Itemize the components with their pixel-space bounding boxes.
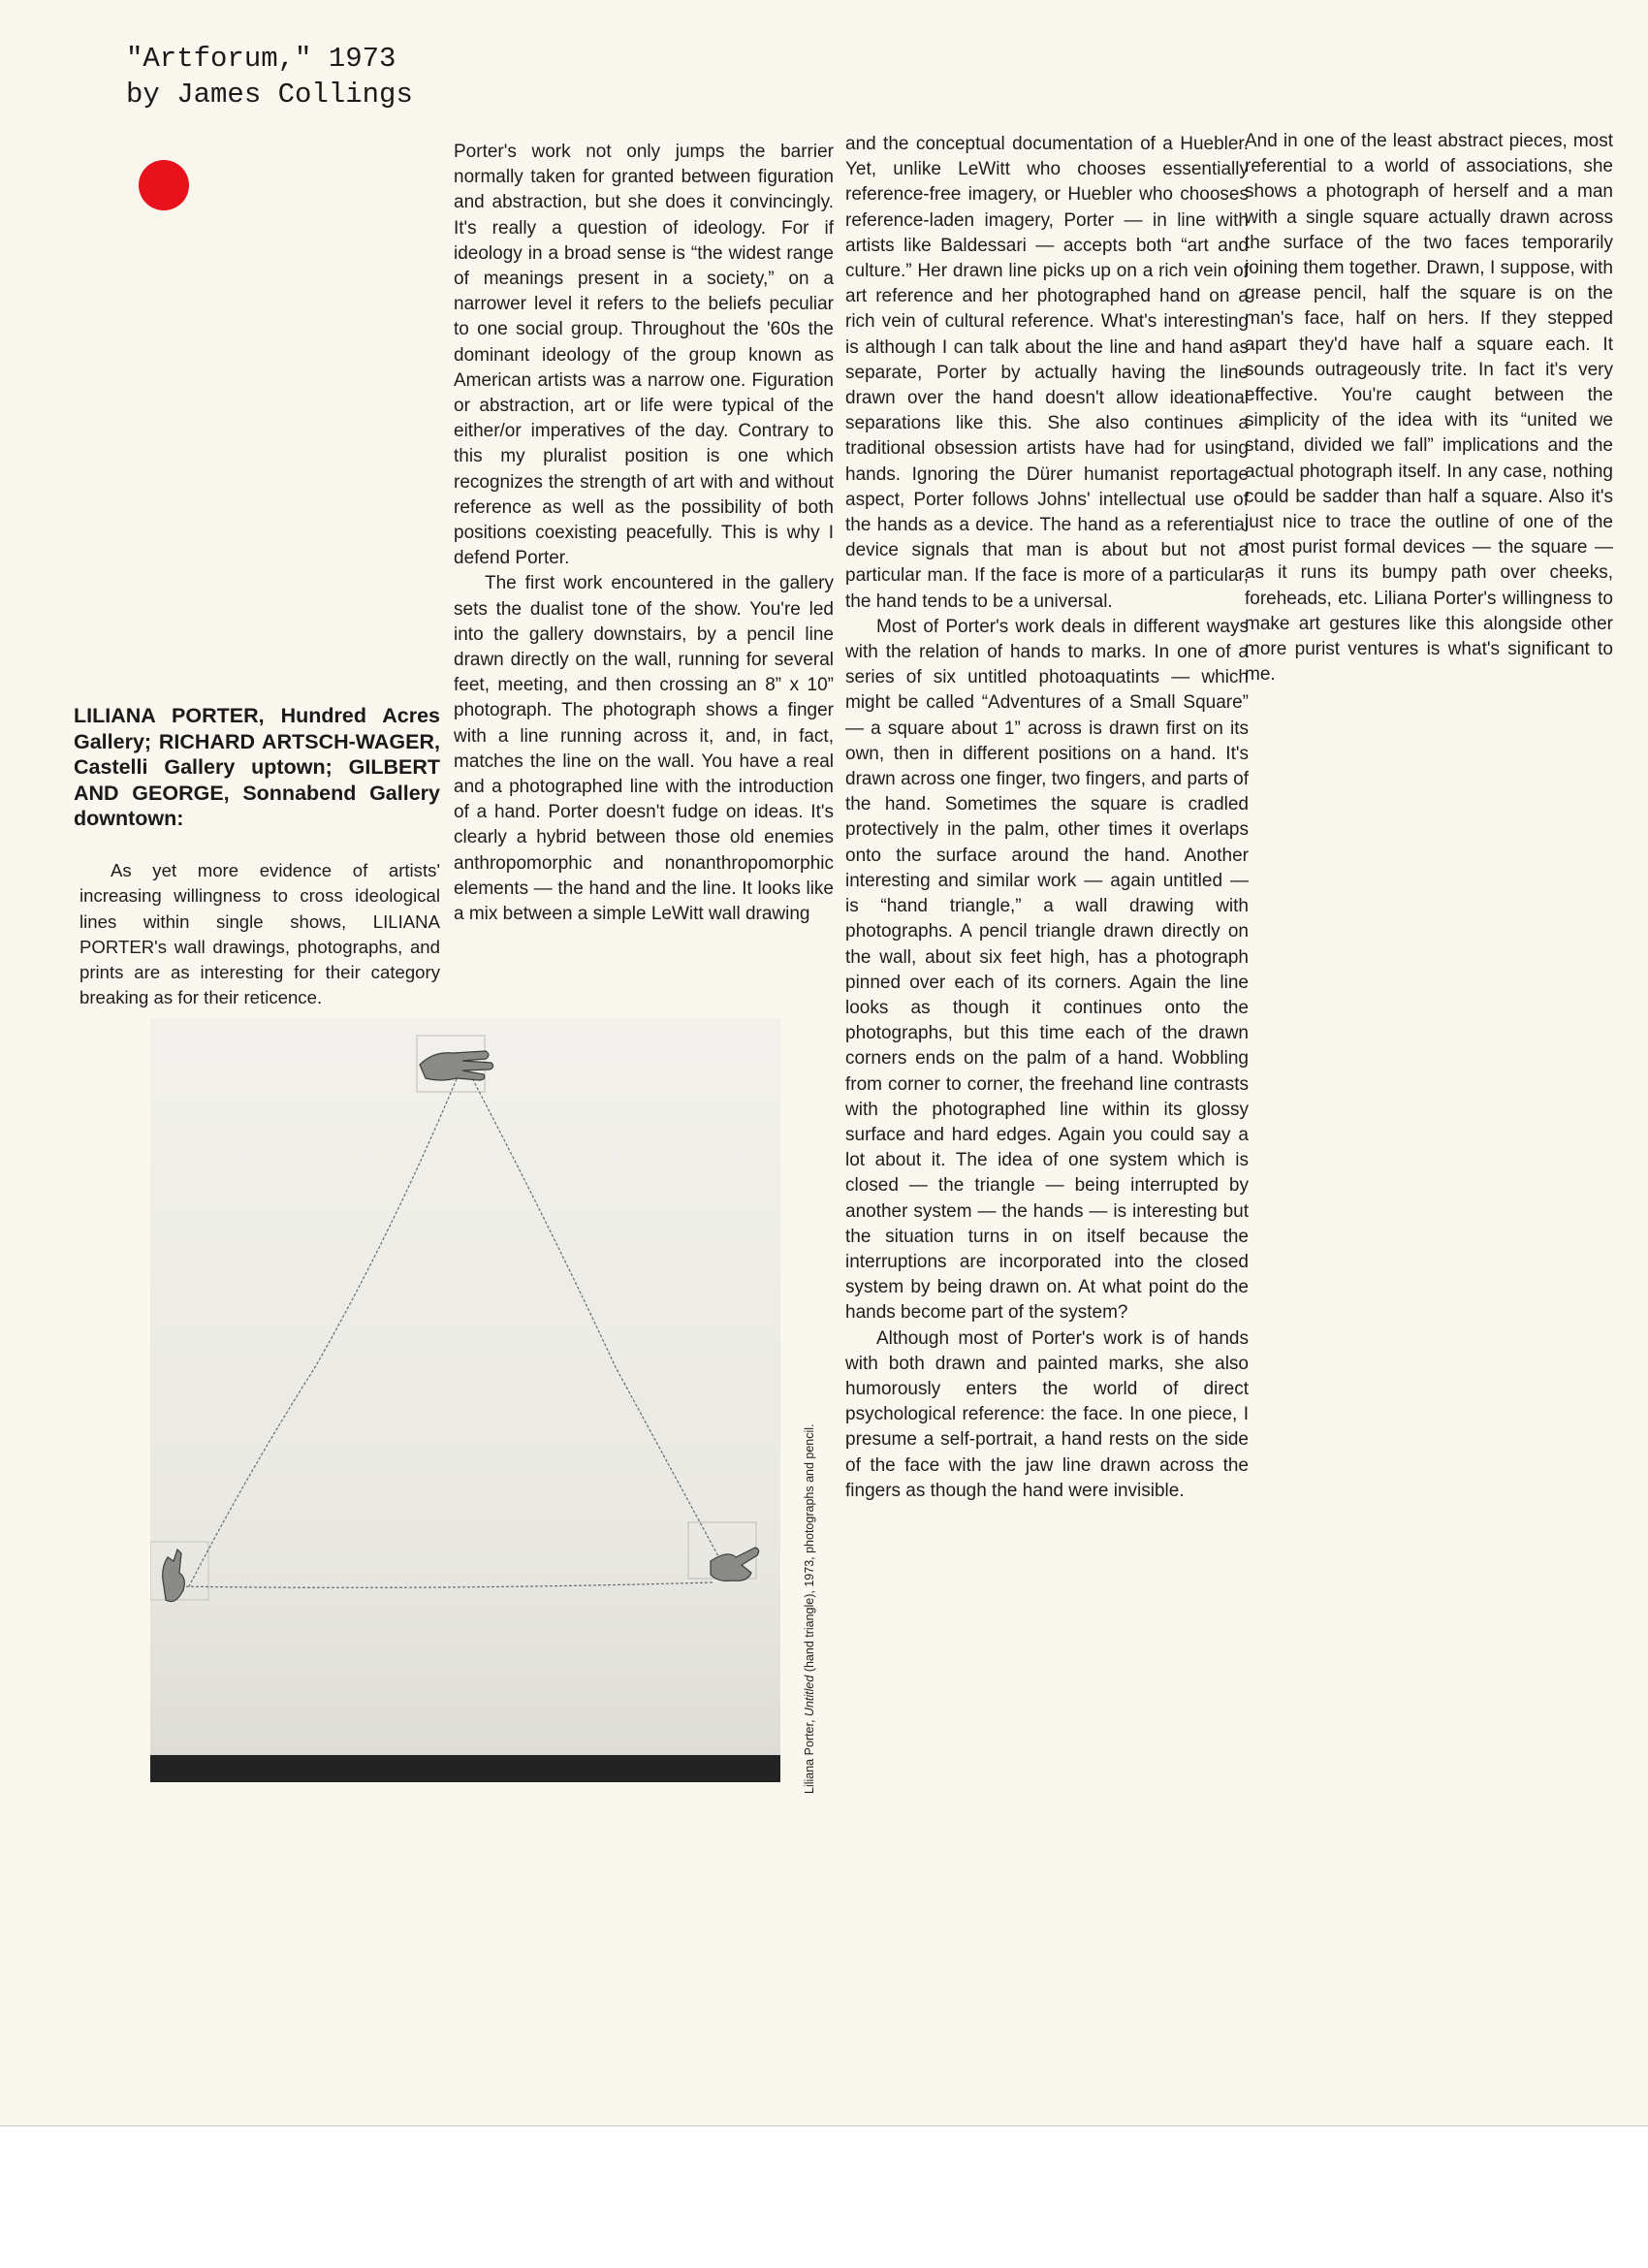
paragraph: And in one of the least abstract pieces, most referential to a world of associations, she shows a photograph of herself and a man with a single square actually drawn across the surface of the two faces temporarily joining them together. Drawn, I suppose, with grease pencil, half the square is on the man's face, half on hers. If they stepped apart they'd have half a square each. It sounds outrageously trite. In fact it's very effective. You're caught between the simplicity of the idea with its “united we stand, divided we fall” implications and the actual photograph itself. In any case, nothing could be sadder than half a square. Also it's just nice to trace the outline of one of the most purist formal devices — the square — as it runs its bumpy path over cheeks, foreheads, etc. Liliana Porter's willingness to make art gestures like this alongside other more purist ventures is what's significant to me.	[1245, 131, 1613, 686]
caption-details: (hand triangle), 1973, photographs and pencil.	[803, 1423, 816, 1673]
paragraph: Most of Porter's work deals in different ways with the relation of hands to marks. In one of a series of six untitled photoaquatints — which might be called “Adventures of a Small Square” — a square about 1” across is drawn first on its own, then in different positions on a hand. It's drawn across one finger, two fingers, and parts of the hand. Sometimes the square is cradled protectively in the palm, other times it overlaps onto the surface around the hand. Another interesting and similar work — again untitled — is “hand triangle,” a wall drawing with photographs. A pencil triangle drawn directly on the wall, about six feet high, has a photograph pinned over each of its corners. Again the line looks as though it continues onto the photographs, but this time each of the drawn corners ends on the palm of a hand. Wobbling from corner to corner, the freehand line contrasts with the photographed line within its glossy surface and hard edges. Again you could say a lot about it. The idea of one system which is closed — the triangle — being interrupted by another system — the hands — is interesting but the situation turns in on itself because the interruptions are incorporated into the closed system by being drawn on. At what point do the hands become part of the system?	[845, 616, 1249, 1324]
column-1	[79, 858, 440, 1011]
caption-artist: Liliana Porter,	[803, 1719, 816, 1794]
paragraph: The first work encountered in the gallery sets the dualist tone of the show. You're led into the gallery downstairs, by a pencil line drawn directly on the wall, running for several feet, meeting, and then crossing an 8” x 10” photograph. The photograph shows a finger with a line running across it, and, in fact, matches the line on the wall. You have a real and a photographed line with the introduction of a hand. Porter doesn't fudge on ideas. It's clearly a hybrid between those old enemies anthropomorphic and nonanthropomorphic elements — the hand and the line. It looks like a mix between a simple LeWitt wall drawing	[454, 573, 834, 925]
review-headline: LILIANA PORTER, Hundred Acres Gallery; RICHARD ARTSCH-WAGER, Castelli Gallery uptown; GILBERT AND GEORGE, Sonnabend Gallery downtown:	[74, 704, 440, 830]
column-2	[454, 140, 834, 927]
header-source-line: "Artforum," 1973	[126, 43, 396, 75]
caption-title: Untitled	[803, 1675, 816, 1717]
photo-caption	[803, 1423, 816, 1794]
artwork-photograph	[150, 1018, 800, 1800]
hand-triangle-image	[150, 1018, 800, 1800]
column-4	[1245, 129, 1613, 687]
paragraph: and the conceptual documentation of a Huebler. Yet, unlike LeWitt who chooses essentially reference-free imagery, or Huebler who chooses reference-laden imagery, Porter — in line with artists like Baldessari — accepts both “art and culture.” Her drawn line picks up on a rich vein of art reference and her photographed hand on a rich vein of cultural reference. What's interesting is although I can talk about the line and hand as separate, Porter by actually having the line drawn over the hand doesn't allow ideational separations like this. She also continues a traditional obsession artists have had for using hands. Ignoring the Dürer humanist reportage aspect, Porter follows Johns' intellectual use of the hands as a device. The hand as a referential device signals that man is about but not a particular man. If the face is more of a particular, the hand tends to be a universal.	[845, 134, 1249, 612]
paragraph: Porter's work not only jumps the barrier normally taken for granted between figuration and abstraction, but she does it convincingly. It's really a question of ideology. For if ideology in a broad sense is “the widest range of meanings present in a society,” on a narrower level it refers to the beliefs peculiar to one social group. Throughout the '60s the dominant ideology of the group known as American artists was a narrow one. Figuration or abstraction, art or life were typical of the either/or imperatives of the day. Contrary to this my pluralist position is one which recognizes the strength of art with and without reference as well as the possibility of both positions coexisting peacefully. This is why I defend Porter.	[454, 142, 834, 569]
header-author-line: by James Collings	[126, 79, 413, 111]
typewritten-header	[126, 41, 413, 112]
red-dot-sticker	[139, 160, 189, 210]
paragraph: As yet more evidence of artists' increasing willingness to cross ideological lines within single shows, LILIANA PORTER's wall drawings, photographs, and prints are as interesting for their category breaking as for their reticence.	[79, 860, 440, 1008]
column-3	[845, 132, 1249, 1504]
paragraph: Although most of Porter's work is of hands with both drawn and painted marks, she also humorously enters the world of direct psychological reference: the face. In one piece, I presume a self-portrait, a hand rests on the side of the face with the jaw line drawn across the fingers as though the hand were invisible.	[845, 1327, 1249, 1501]
wall-background	[150, 1018, 780, 1774]
floor-strip	[150, 1755, 780, 1782]
